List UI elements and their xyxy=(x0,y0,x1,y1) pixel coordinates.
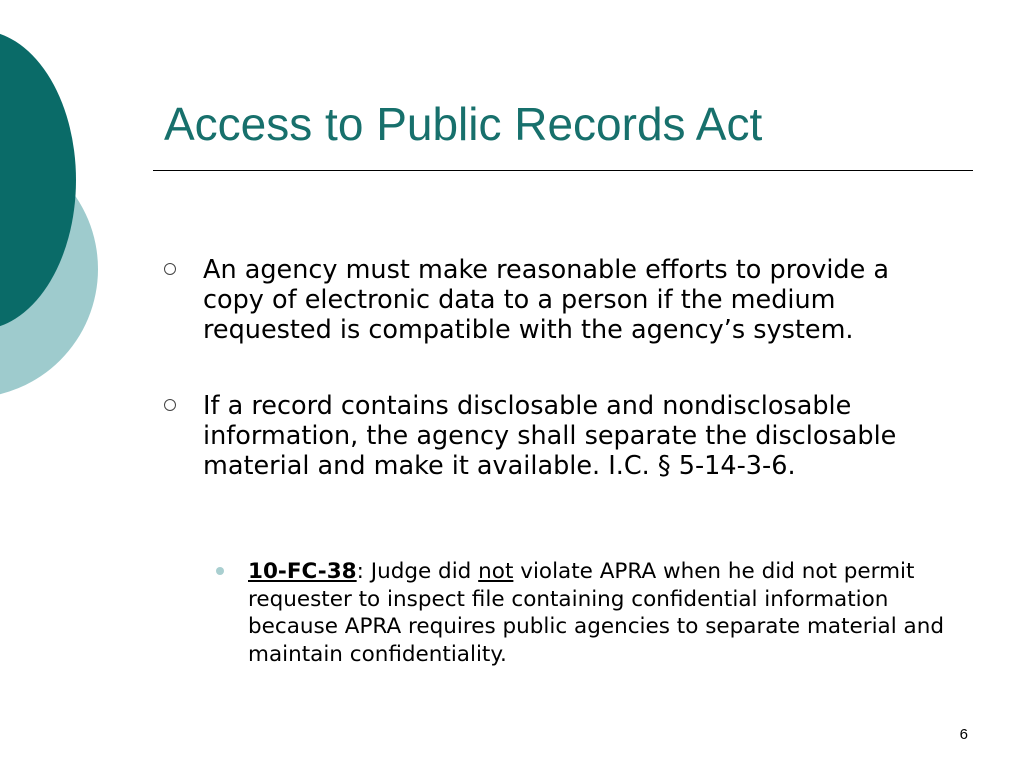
bullet-item xyxy=(164,391,954,481)
case-summary: violate APRA when he did not permit requester to inspect file containing confidential information because APRA requires public agencies to separate material and maintain confidentiality. xyxy=(248,559,944,667)
bullet-text: If a record contains disclosable and nondisclosable information, the agency shall separate the disclosable material and make it available. I.C. § 5-14-3-6. xyxy=(203,391,897,481)
page-number: 6 xyxy=(959,726,968,743)
sub-bullet-text xyxy=(248,558,956,668)
emphasized-word: not xyxy=(478,559,514,584)
sub-bullet-item xyxy=(216,558,956,668)
case-separator: : Judge did xyxy=(356,559,479,584)
bullet-text: An agency must make reasonable efforts to provide a copy of electronic data to a person if the medium requested is compatible with the agency’s system. xyxy=(203,255,890,345)
hollow-circle-bullet-icon xyxy=(164,399,176,411)
filled-dot-bullet-icon xyxy=(216,567,224,575)
hollow-circle-bullet-icon xyxy=(164,263,176,275)
case-reference: 10-FC-38 xyxy=(248,559,357,584)
bullet-item xyxy=(164,255,954,345)
slide-title: Access to Public Records Act xyxy=(164,98,763,150)
title-divider xyxy=(153,170,973,171)
